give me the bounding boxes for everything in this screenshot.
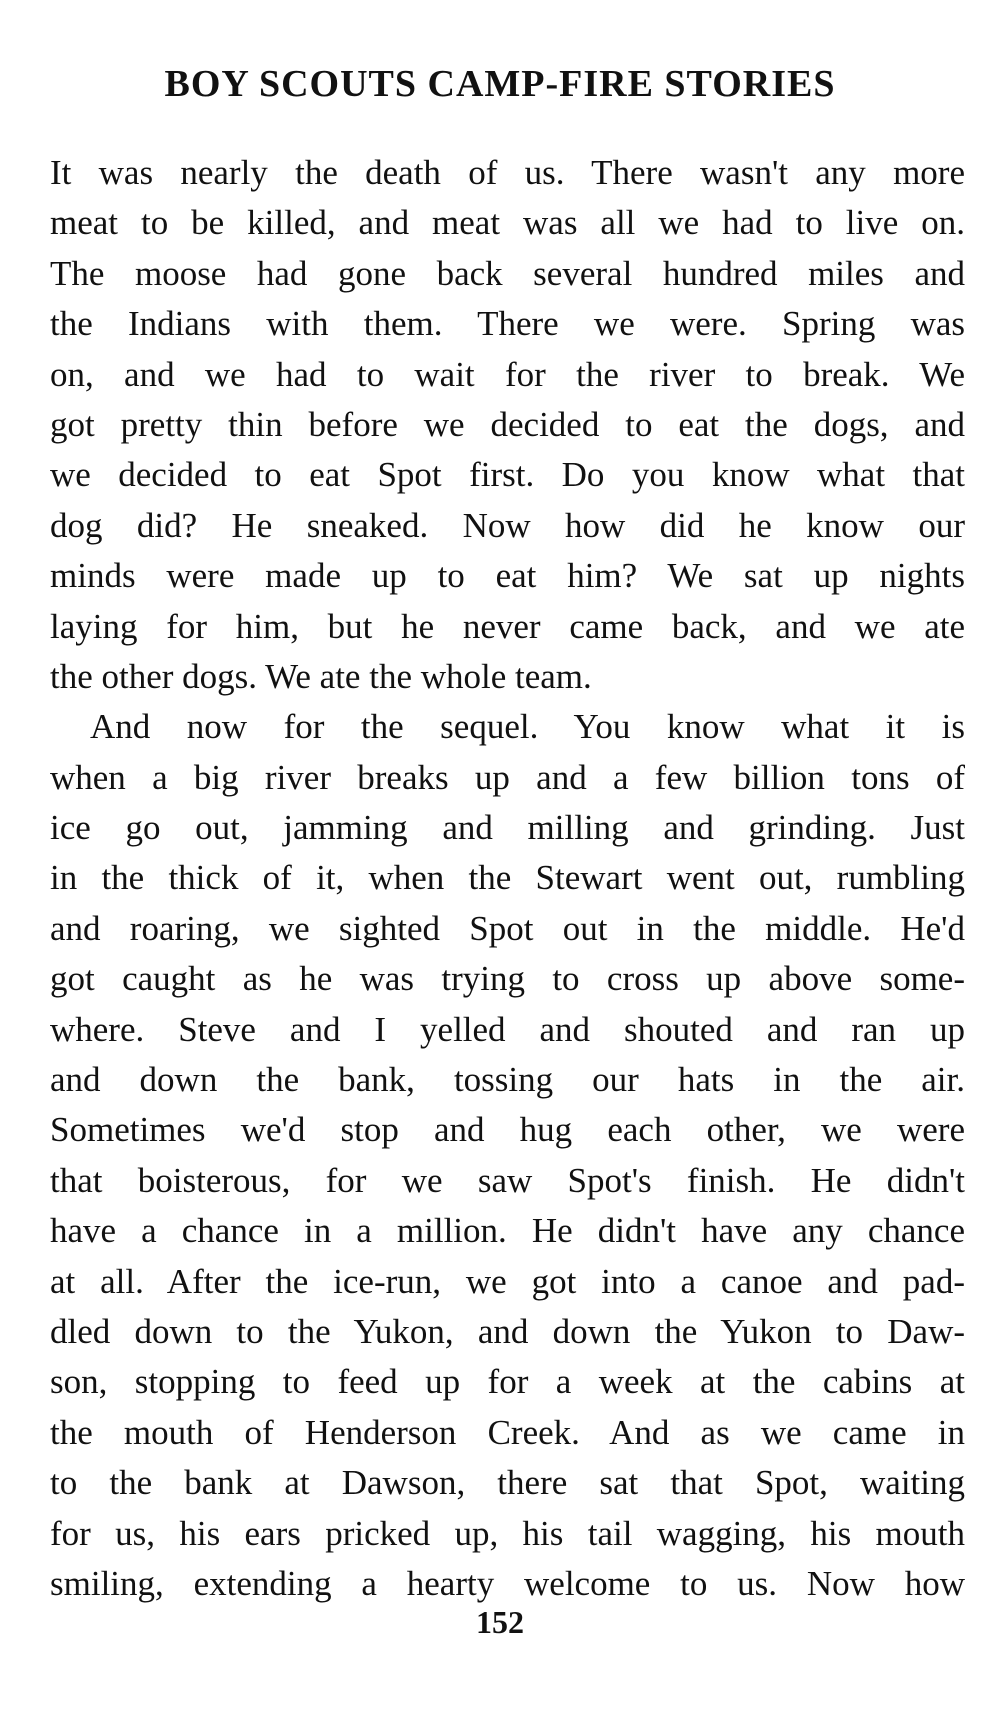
text-line: The moose had gone back several hundred miles and [50, 253, 965, 293]
text-line: son, stopping to feed up for a week at the cabins at [50, 1362, 965, 1402]
text-line: where. Steve and I yelled and shouted and ran up [50, 1009, 965, 1049]
text-line: got caught as he was trying to cross up above some- [50, 959, 965, 999]
text-line: and roaring, we sighted Spot out in the middle. He'd [50, 908, 965, 948]
text-line: to the bank at Dawson, there sat that Spot, waiting [50, 1463, 965, 1503]
text-line: dog did? He sneaked. Now how did he know our [50, 505, 965, 545]
text-line: And now for the sequel. You know what it is [90, 707, 965, 747]
text-line: minds were made up to eat him? We sat up nights [50, 556, 965, 596]
text-line: the other dogs. We ate the whole team. [50, 656, 592, 696]
text-line: that boisterous, for we saw Spot's finish. He didn't [50, 1160, 965, 1200]
text-line: meat to be killed, and meat was all we had to live on. [50, 203, 965, 243]
text-line: It was nearly the death of us. There wasn't any more [50, 153, 965, 192]
text-line: got pretty thin before we decided to eat the dogs, and [50, 404, 965, 444]
text-line: in the thick of it, when the Stewart went out, rumbling [50, 858, 965, 898]
text-line: smiling, extending a hearty welcome to us. Now how [50, 1563, 965, 1603]
text-line: when a big river breaks up and a few billion tons of [50, 757, 965, 797]
body-text [50, 148, 965, 1609]
text-line: ice go out, jamming and milling and grinding. Just [50, 808, 965, 848]
text-line: for us, his ears pricked up, his tail wagging, his mouth [50, 1513, 965, 1553]
text-line: Sometimes we'd stop and hug each other, we were [50, 1110, 965, 1150]
running-head: BOY SCOUTS CAMP-FIRE STORIES [164, 63, 836, 105]
text-line: laying for him, but he never came back, and we ate [50, 606, 965, 646]
text-line: and down the bank, tossing our hats in the air. [50, 1060, 965, 1100]
text-line: have a chance in a million. He didn't have any chance [50, 1211, 965, 1251]
text-line: dled down to the Yukon, and down the Yukon to Daw- [50, 1311, 965, 1351]
text-line: the Indians with them. There we were. Spring was [50, 304, 965, 344]
text-line: on, and we had to wait for the river to break. We [50, 354, 965, 394]
page-number: 152 [476, 1604, 524, 1640]
text-line: the mouth of Henderson Creek. And as we came in [50, 1412, 965, 1452]
text-line: at all. After the ice-run, we got into a canoe and pad- [50, 1261, 965, 1301]
text-line: we decided to eat Spot first. Do you know what that [50, 455, 965, 495]
